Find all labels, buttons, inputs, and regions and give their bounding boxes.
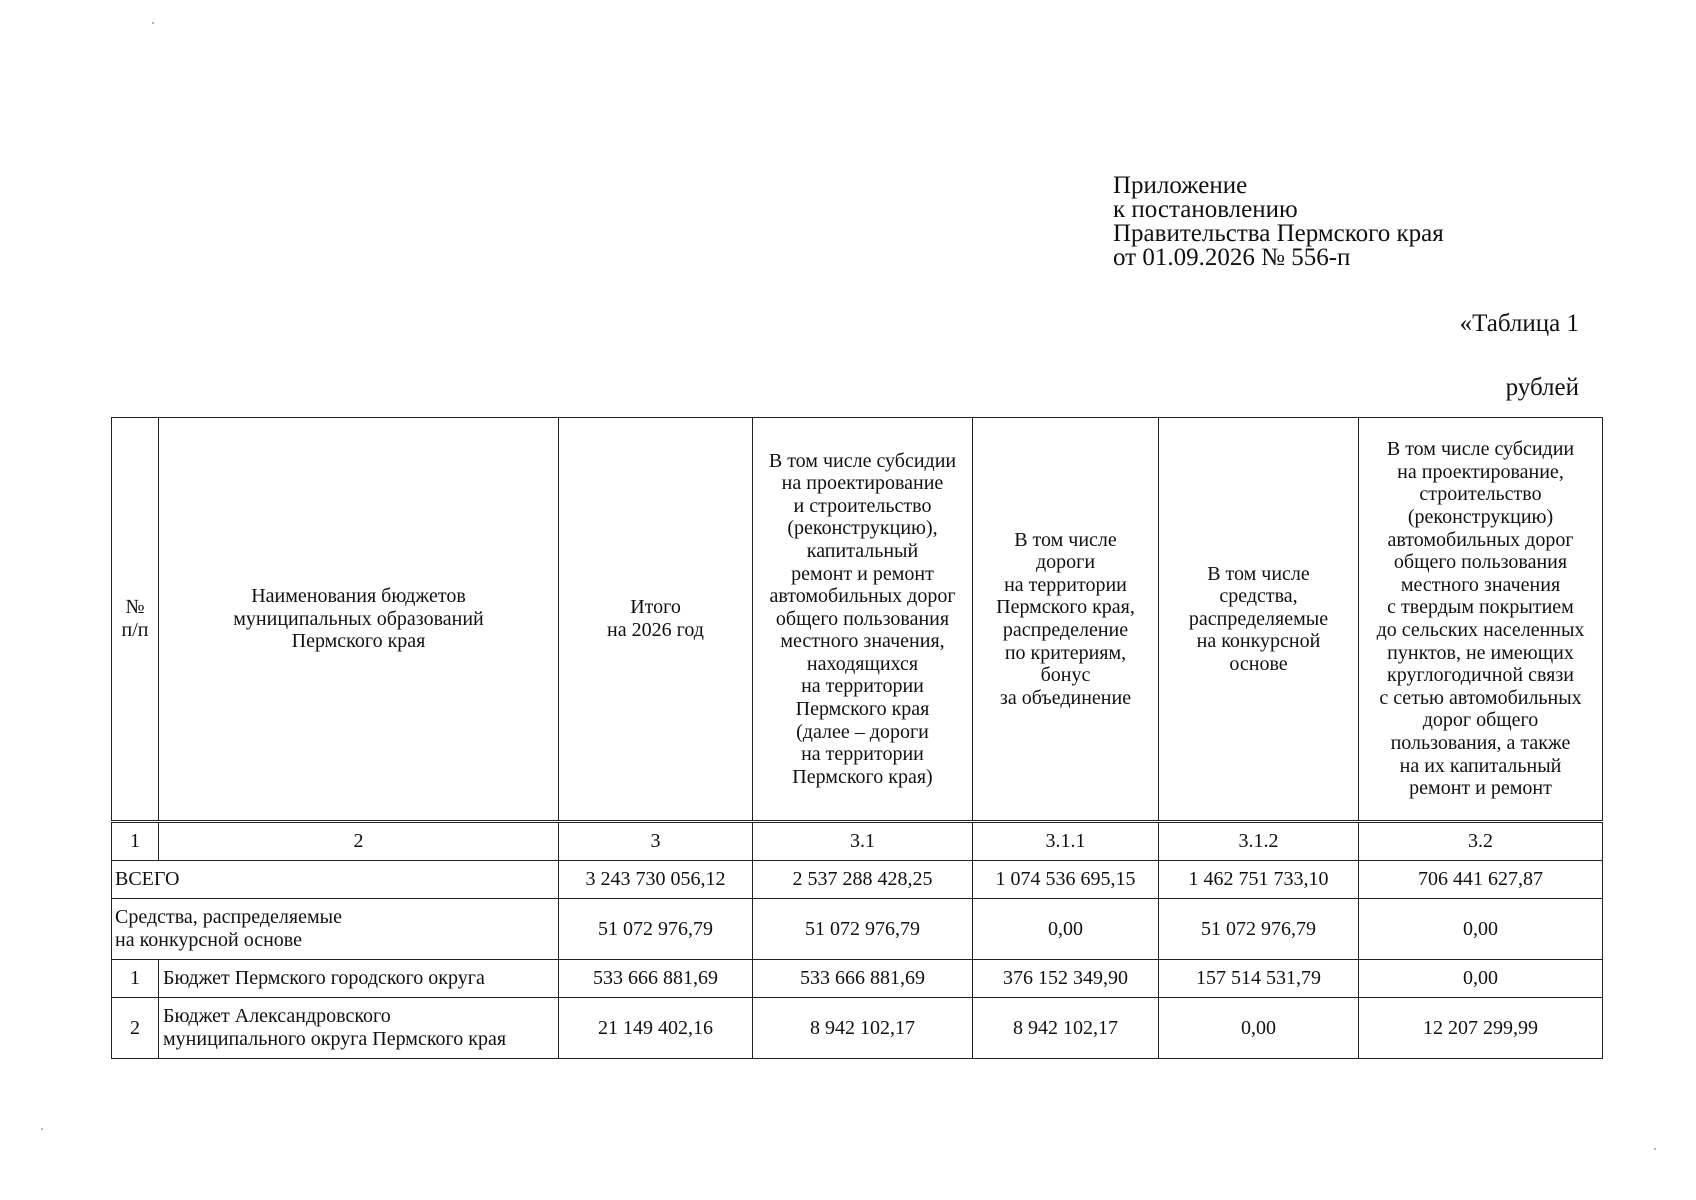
header-cell-rural-roads: В том числе субсидии на проектирование, строительство (реконструкцию) автомобильных дорог общего пользования местного значения с твердым покрытием до сельских населенных пунктов, не имеющих круглогодичной связи с сетью автомобильных дорог общего пользования, а также на их капитальный ремонт и ремонт: [1359, 418, 1603, 822]
column-number: 3.1.1: [973, 822, 1159, 861]
column-number: 2: [159, 822, 559, 861]
scan-speck: [1654, 1148, 1656, 1150]
contest-value: 0,00: [1359, 899, 1603, 960]
total-value: 1 462 751 733,10: [1159, 861, 1359, 899]
appendix-line: Правительства Пермского края: [1113, 220, 1444, 247]
row-value: 21 149 402,16: [559, 998, 753, 1059]
total-row: [112, 861, 1603, 899]
row-budget-name: Бюджет Александровского муниципального округа Пермского края: [159, 998, 559, 1059]
appendix-line: Приложение: [1113, 172, 1248, 199]
contest-value: 51 072 976,79: [753, 899, 973, 960]
row-value: 8 942 102,17: [753, 998, 973, 1059]
units-label: рублей: [1505, 374, 1579, 401]
column-number: 1: [112, 822, 159, 861]
total-value: 3 243 730 056,12: [559, 861, 753, 899]
total-value: 706 441 627,87: [1359, 861, 1603, 899]
table-row: [112, 960, 1603, 998]
header-cell-contest: В том числе средства, распределяемые на конкурсной основе: [1159, 418, 1359, 822]
column-number: 3.1: [753, 822, 973, 861]
table-caption: «Таблица 1: [1459, 310, 1579, 337]
row-value: 157 514 531,79: [1159, 960, 1359, 998]
column-number: 3: [559, 822, 753, 861]
row-value: 376 152 349,90: [973, 960, 1159, 998]
row-value: 12 207 299,99: [1359, 998, 1603, 1059]
header-cell-criteria: В том числе дороги на территории Пермского края, распределение по критериям, бонус за объединение: [973, 418, 1159, 822]
contest-value: 0,00: [973, 899, 1159, 960]
column-number-row: [112, 822, 1603, 861]
row-value: 0,00: [1359, 960, 1603, 998]
scan-speck: [41, 1128, 43, 1130]
row-number: 2: [112, 998, 159, 1059]
column-number: 3.2: [1359, 822, 1603, 861]
row-budget-name: Бюджет Пермского городского округа: [159, 960, 559, 998]
header-cell-number: № п/п: [112, 418, 159, 822]
contest-value: 51 072 976,79: [1159, 899, 1359, 960]
appendix-line: от 01.09.2026 № 556-п: [1113, 244, 1351, 271]
header-cell-budget-name: Наименования бюджетов муниципальных образований Пермского края: [159, 418, 559, 822]
row-number: 1: [112, 960, 159, 998]
row-value: 533 666 881,69: [559, 960, 753, 998]
scan-speck: [152, 22, 154, 24]
header-cell-roads-subsidy: В том числе субсидии на проектирование и строительство (реконструкцию), капитальный ремонт и ремонт автомобильных дорог общего пользования местного значения, находящихся на территории Пермского края (далее – дороги на территории Пермского края): [753, 418, 973, 822]
row-value: 0,00: [1159, 998, 1359, 1059]
contest-row: [112, 899, 1603, 960]
total-value: 2 537 288 428,25: [753, 861, 973, 899]
header-cell-total: Итого на 2026 год: [559, 418, 753, 822]
appendix-block: [1113, 174, 1444, 270]
column-number: 3.1.2: [1159, 822, 1359, 861]
table-row: [112, 998, 1603, 1059]
contest-label: Средства, распределяемые на конкурсной основе: [112, 899, 559, 960]
row-value: 8 942 102,17: [973, 998, 1159, 1059]
row-value: 533 666 881,69: [753, 960, 973, 998]
total-value: 1 074 536 695,15: [973, 861, 1159, 899]
appendix-line: к постановлению: [1113, 196, 1298, 223]
table-header-row: [112, 418, 1603, 822]
contest-value: 51 072 976,79: [559, 899, 753, 960]
total-label: ВСЕГО: [112, 861, 559, 899]
subsidy-table: [111, 417, 1603, 1059]
